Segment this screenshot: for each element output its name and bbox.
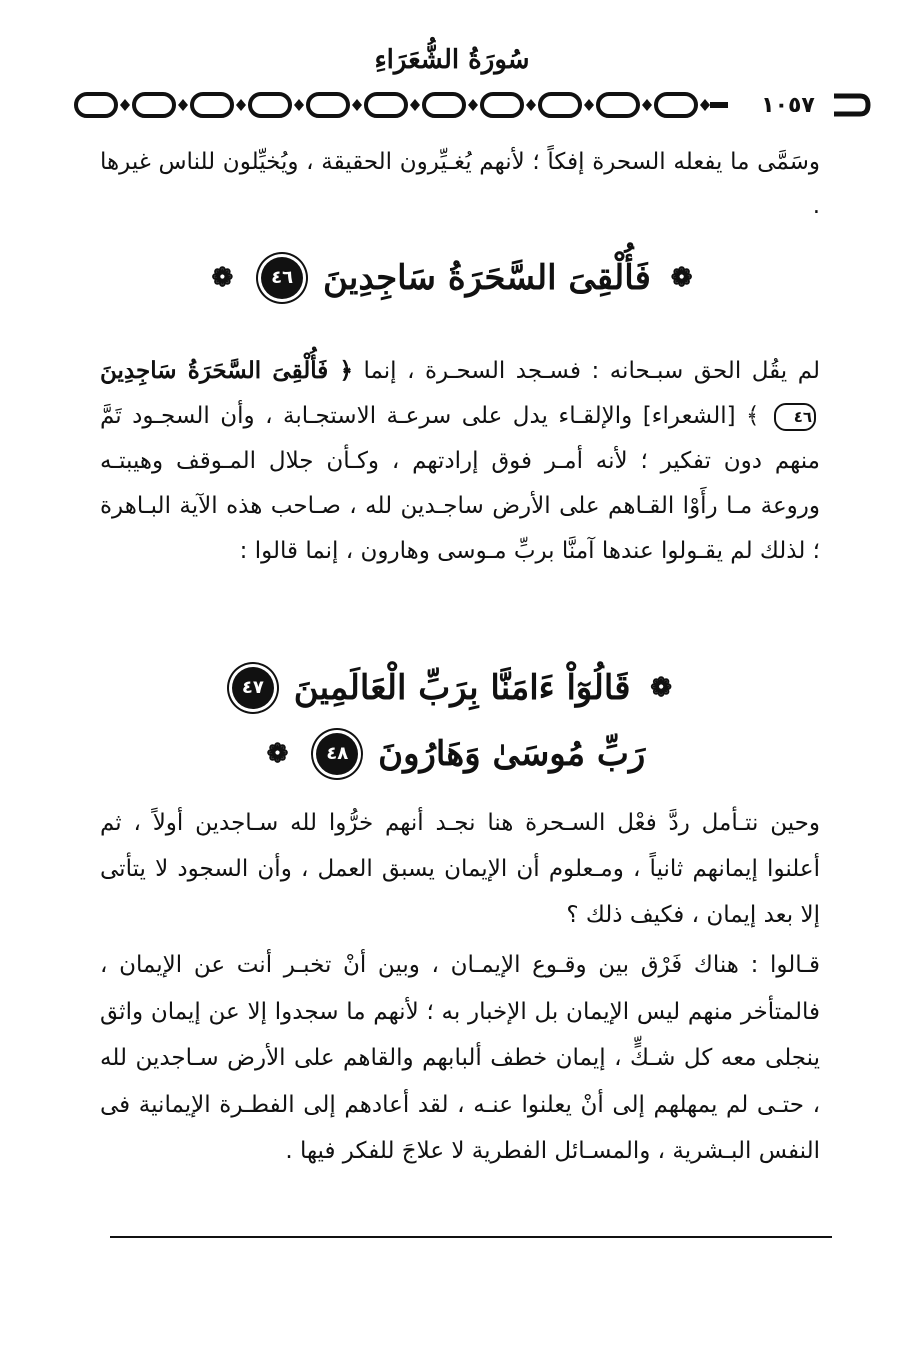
verse-47: [0, 658, 904, 714]
quoted-verse: ﴿ فَأُلْقِىَ السَّحَرَةُ سَاجِدِينَ: [100, 357, 353, 384]
header-end-bracket-icon: [832, 86, 872, 126]
page-number: ١٠٥٧: [761, 93, 815, 118]
verse-text: قَالُوٓاْ ءَامَنَّا بِرَبِّ الْعَالَمِينَ: [293, 668, 631, 708]
paragraph-text: ﴾ [الشعراء] والإلقـاء يدل على سرعـة الاستجـابة ، وأن السجـود تَمَّ منهم دون تفكير ؛ لأنه أمـر فوق إرادتهم ، وكـأن جلال المـوقف وهيبتـه وروعة مـا رأَوْا القـاهم على الأرض ساجـدين لله ، صـاحب هذه الآية البـاهرة ؛ لذلك لم يقـولوا عندها آمنَّا بربِّ مـوسى وهارون ، إنما قالوا :: [100, 403, 820, 564]
verse-flower-icon: ❁: [211, 263, 234, 293]
paragraph-reflection: وحين نتـأمل ردَّ فعْل السـحرة هنا نجـد أنهم خرُّوا لله سـاجدين أولاً ، ثم أعلنوا إيمانهم ثانياً ، ومـعلوم أن الإيمان يسبق العمل ، وأن السجود لا يتأتى إلا بعد إيمان ، فكيف ذلك ؟: [100, 810, 820, 928]
verse-text: فَأُلْقِىَ السَّحَرَةُ سَاجِدِينَ: [322, 258, 651, 298]
paragraph-explanation: قـالوا : هناك فَرْق بين وقـوع الإيمـان ، وبين أنْ تخبـر أنت عن الإيمان ، فالمتأخر منهم ليس الإيمان بل الإخبار به ؛ لأنهم ما سجدوا إلا عن إيمان واثق ينجلى معه كل شـكٍّ ، إيمان خطف ألبابهم والقاهم على الأرض سـاجدين لله ، حتـى لم يمهلهم إلى أنْ يعلنوا عنـه ، لقد أعادهم إلى الفطـرة الإيمانية فى النفس البـشرية ، والمسـائل الفطرية لا علاجَ للفكر فيها .: [100, 952, 820, 1164]
verse-number-badge: ٤٧: [232, 667, 274, 709]
verse-flower-icon: ❁: [650, 673, 673, 703]
chain-ornament-icon: [70, 86, 730, 126]
verse-flower-icon: ❁: [266, 739, 289, 769]
paragraph-intro: وسَمَّى ما يفعله السحرة إفكاً ؛ لأنهم يُغـيِّرون الحقيقة ، ويُخيِّلون للناس غيرها .: [100, 149, 820, 219]
paragraph-commentary-prostration: [100, 348, 820, 574]
page-header-band: [70, 86, 840, 126]
verse-number-badge: ٤٦: [261, 257, 303, 299]
verse-flower-icon: ❁: [670, 263, 693, 293]
verse-48: [0, 724, 904, 780]
paragraph-text: لم يقُل الحق سبـحانه : فسـجد السحـرة ، إنما: [363, 358, 821, 384]
verse-46: [0, 246, 904, 306]
verse-text: رَبِّ مُوسَىٰ وَهَارُونَ: [378, 734, 646, 774]
footer-rule: [110, 1236, 832, 1238]
inline-verse-number: ٤٦: [774, 403, 816, 431]
surah-title: سُورَةُ الشُّعَرَاءِ: [374, 45, 530, 75]
verse-number-badge: ٤٨: [316, 733, 358, 775]
